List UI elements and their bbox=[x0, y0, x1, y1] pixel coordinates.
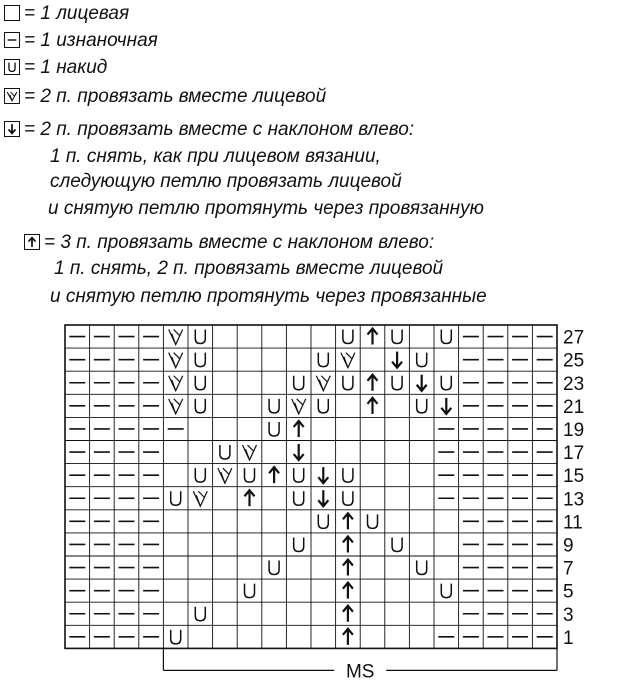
yarn-over-symbol bbox=[269, 422, 279, 436]
repeat-bracket bbox=[163, 648, 557, 682]
yarn-over-symbol bbox=[195, 353, 205, 367]
yarn-over-symbol bbox=[392, 537, 402, 551]
row-number-label: 15 bbox=[563, 466, 585, 488]
ssk-symbol bbox=[318, 490, 328, 506]
sk2p-symbol bbox=[368, 375, 378, 391]
yarn-over-symbol bbox=[294, 537, 304, 551]
ssk-symbol bbox=[417, 375, 427, 391]
k2tog-symbol bbox=[243, 445, 257, 460]
yarn-over-symbol bbox=[220, 445, 230, 459]
yarn-over-symbol bbox=[441, 376, 451, 390]
yarn-over-symbol bbox=[294, 376, 304, 390]
yarn-over-symbol bbox=[195, 399, 205, 413]
k2tog-symbol bbox=[169, 399, 183, 414]
row-number-label: 19 bbox=[563, 419, 585, 441]
sk2p-symbol bbox=[269, 467, 279, 483]
row-number-label: 5 bbox=[563, 581, 574, 603]
row-number-label: 1 bbox=[563, 627, 574, 649]
row-number-label: 7 bbox=[563, 558, 574, 580]
k2tog-symbol bbox=[218, 468, 232, 483]
k2tog-symbol bbox=[316, 376, 330, 391]
row-number-label: 3 bbox=[563, 604, 574, 626]
yarn-over-symbol bbox=[318, 514, 328, 528]
yarn-over-symbol bbox=[294, 491, 304, 505]
row-number-label: 17 bbox=[563, 443, 585, 465]
legend-sk2p-line-2: и снятую петлю протянуть через провязанные bbox=[50, 286, 487, 307]
yarn-over-symbol bbox=[417, 399, 427, 413]
yarn-over-symbol bbox=[441, 330, 451, 344]
k2tog-symbol bbox=[169, 330, 183, 345]
sk2p-symbol bbox=[343, 560, 353, 576]
yarn-over-symbol bbox=[417, 561, 427, 575]
sk2p-symbol bbox=[343, 536, 353, 552]
sk2p-symbol bbox=[343, 513, 353, 529]
yarn-over-symbol bbox=[245, 468, 255, 482]
k2tog-symbol bbox=[169, 353, 183, 368]
legend-text: = 3 п. провязать вместе с наклоном влево: bbox=[44, 232, 435, 253]
row-number-label: 13 bbox=[563, 489, 585, 511]
legend-text: = 2 п. провязать вместе с наклоном влево: bbox=[24, 119, 415, 140]
legend-text: = 1 лицевая bbox=[24, 3, 130, 24]
sk2p-symbol bbox=[368, 329, 378, 345]
row-number-label: 23 bbox=[563, 373, 585, 395]
yarn-over-symbol bbox=[269, 399, 279, 413]
k2tog-symbol bbox=[169, 376, 183, 391]
legend-ssk-line-1: 1 п. снять, как при лицевом вязании, bbox=[50, 146, 381, 167]
k2tog-symbol bbox=[193, 491, 207, 506]
yarn-over-symbol bbox=[417, 353, 427, 367]
yarn-over-symbol bbox=[171, 491, 181, 505]
yarn-over-symbol bbox=[294, 468, 304, 482]
yarn-over-symbol bbox=[245, 584, 255, 598]
legend-sk2p-line-1: 1 п. снять, 2 п. провязать вместе лицевой bbox=[54, 258, 444, 279]
sk2p-symbol bbox=[343, 629, 353, 645]
legend-text: = 1 изнаночная bbox=[24, 30, 158, 51]
row-number-label: 25 bbox=[563, 350, 585, 372]
k2tog-symbol bbox=[341, 353, 355, 368]
sk2p-symbol bbox=[368, 398, 378, 414]
legend-ssk-line-2: следующую петлю провязать лицевой bbox=[50, 171, 402, 192]
sk2p-symbol bbox=[343, 606, 353, 622]
yarn-over-symbol bbox=[269, 561, 279, 575]
repeat-label: MS bbox=[345, 661, 375, 683]
sk2p-symbol bbox=[343, 583, 353, 599]
yarn-over-symbol bbox=[343, 468, 353, 482]
yarn-over-symbol bbox=[343, 376, 353, 390]
row-number-label: 9 bbox=[563, 535, 574, 557]
ssk-symbol bbox=[294, 444, 304, 460]
chart-grid bbox=[65, 325, 557, 648]
yarn-over-symbol bbox=[195, 376, 205, 390]
yarn-over-symbol bbox=[318, 399, 328, 413]
legend-ssk-line-3: и снятую петлю протянуть через провязанную bbox=[48, 198, 484, 219]
yarn-over-symbol bbox=[343, 330, 353, 344]
yarn-over-symbol bbox=[392, 376, 402, 390]
yarn-over-symbol bbox=[392, 330, 402, 344]
ssk-symbol bbox=[318, 467, 328, 483]
legend-text: = 2 п. провязать вместе лицевой bbox=[24, 86, 327, 107]
yarn-over-symbol bbox=[171, 630, 181, 644]
row-number-label: 27 bbox=[563, 327, 585, 349]
yarn-over-symbol bbox=[195, 468, 205, 482]
sk2p-symbol bbox=[294, 421, 304, 437]
sk2p-symbol bbox=[245, 490, 255, 506]
ssk-symbol bbox=[441, 398, 451, 414]
row-number-label: 11 bbox=[563, 512, 583, 534]
legend-text: = 1 накид bbox=[24, 57, 108, 78]
yarn-over-symbol bbox=[195, 330, 205, 344]
k2tog-symbol bbox=[292, 399, 306, 414]
yarn-over-symbol bbox=[195, 607, 205, 621]
yarn-over-symbol bbox=[441, 584, 451, 598]
yarn-over-symbol bbox=[343, 491, 353, 505]
yarn-over-symbol bbox=[368, 514, 378, 528]
row-number-label: 21 bbox=[563, 396, 585, 418]
ssk-symbol bbox=[392, 352, 402, 368]
yarn-over-symbol bbox=[318, 353, 328, 367]
